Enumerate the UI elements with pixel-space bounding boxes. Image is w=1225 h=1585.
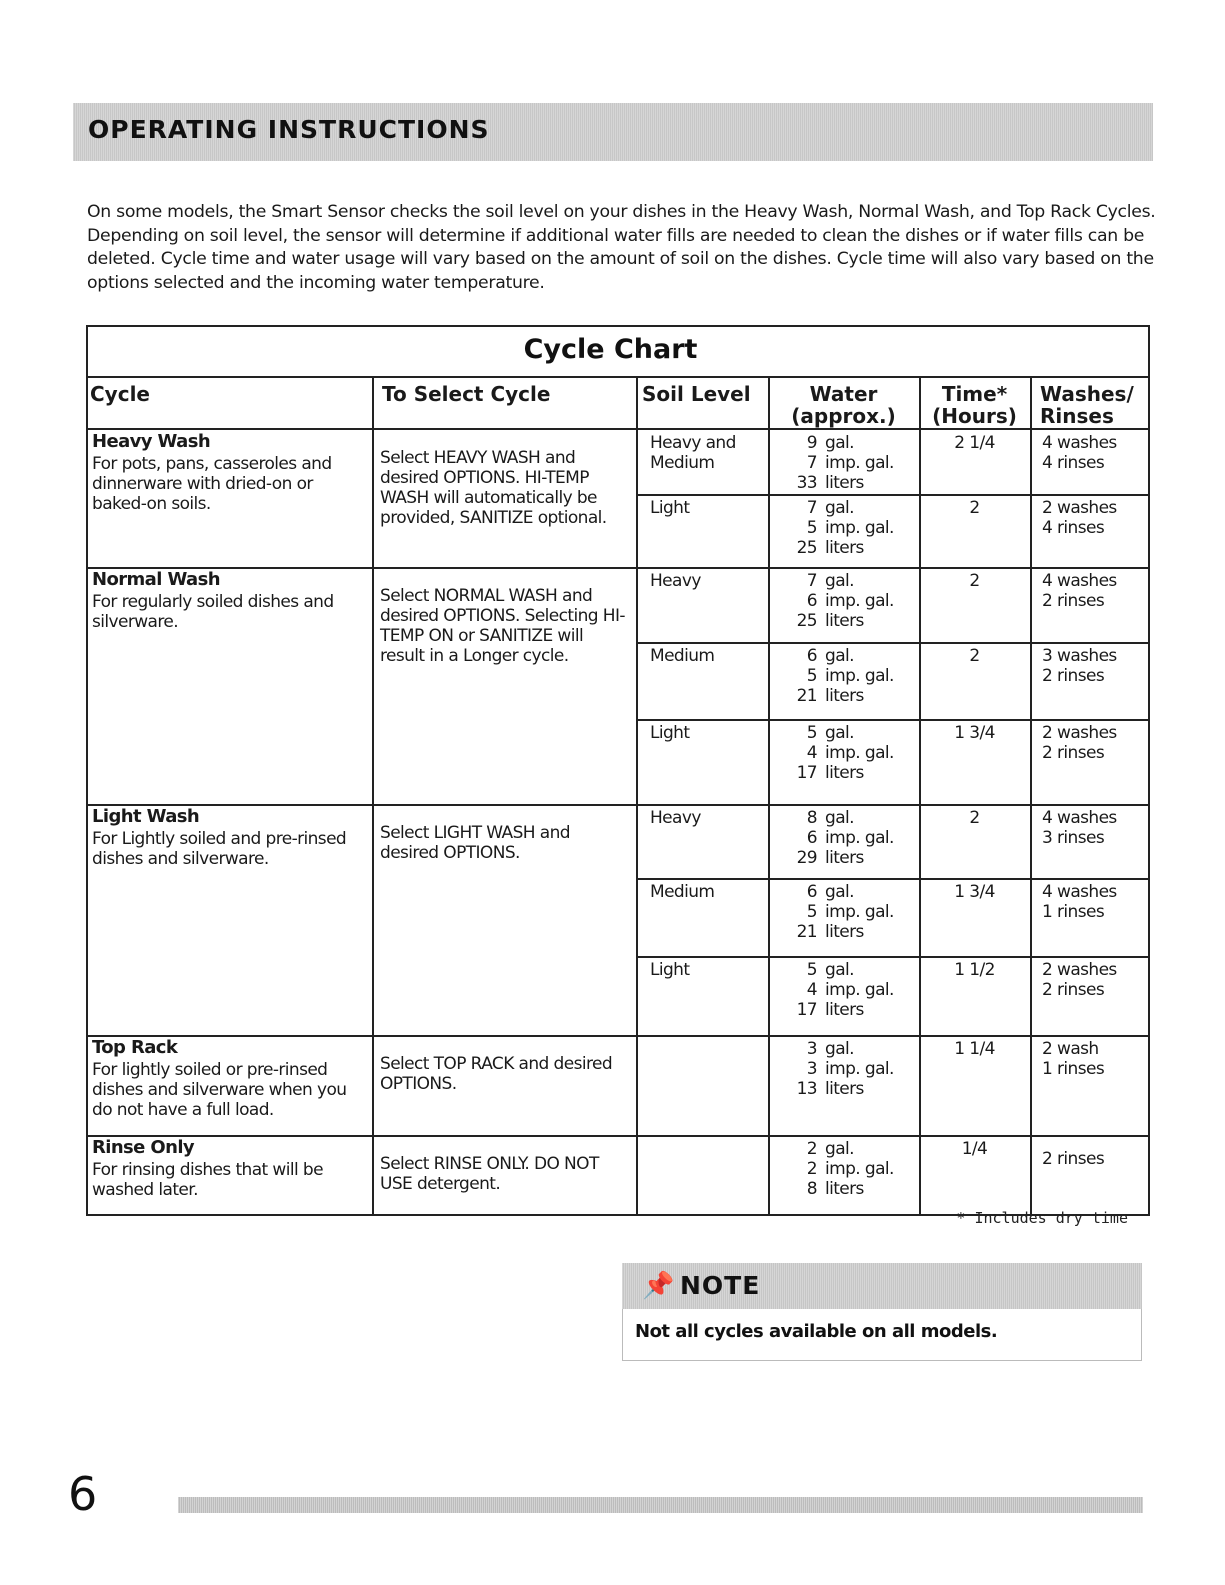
water-liters-unit: liters: [825, 1179, 864, 1199]
rinses-count: 1 rinses: [1042, 902, 1105, 922]
water-imp-unit: imp. gal.: [825, 980, 894, 1000]
water-liters-value: 13: [796, 1079, 817, 1099]
water-imp-value: 5: [806, 902, 817, 922]
water-imp-unit: imp. gal.: [825, 902, 894, 922]
washes-count: 2 washes: [1042, 723, 1117, 743]
water-liters-unit: liters: [825, 1000, 864, 1020]
water-imp-row: [772, 828, 922, 848]
note-body: [622, 1309, 1142, 1361]
note-title: NOTE: [680, 1271, 761, 1300]
water-liters-value: 21: [796, 686, 817, 706]
water-amounts: [772, 723, 922, 783]
water-imp-row: [772, 1059, 922, 1079]
water-liters-value: 25: [796, 538, 817, 558]
header-water-approx: (approx.): [791, 404, 896, 428]
washes-count: 4 washes: [1042, 433, 1117, 453]
time-hours: 1 1/4: [954, 1039, 995, 1059]
rinses-count: 3 rinses: [1042, 828, 1105, 848]
water-amounts: [772, 882, 922, 942]
water-imp-row: [772, 666, 922, 686]
soil-level: Heavy and Medium: [650, 433, 736, 473]
water-gal-row: [772, 433, 922, 453]
water-liters-row: [772, 763, 922, 783]
water-liters-unit: liters: [825, 538, 864, 558]
soil-row-divider: [636, 494, 1148, 496]
washes-count: 3 washes: [1042, 646, 1117, 666]
water-gal-value: 3: [806, 1039, 817, 1059]
water-liters-value: 17: [796, 1000, 817, 1020]
water-gal-value: 2: [806, 1139, 817, 1159]
water-gal-unit: gal.: [825, 433, 854, 453]
rinses-count: 4 rinses: [1042, 453, 1105, 473]
section-title: OPERATING INSTRUCTIONS: [88, 115, 490, 144]
note-text: Not all cycles available on all models.: [635, 1321, 998, 1342]
header-water: Water: [809, 382, 878, 406]
water-imp-unit: imp. gal.: [825, 828, 894, 848]
water-gal-unit: gal.: [825, 498, 854, 518]
water-liters-value: 21: [796, 922, 817, 942]
soil-level: Light: [650, 723, 690, 743]
water-gal-row: [772, 1139, 922, 1159]
section-banner: [73, 103, 1153, 161]
cycle-description: For Lightly soiled and pre-rinsed dishes and silverware.: [92, 829, 347, 869]
water-imp-unit: imp. gal.: [825, 518, 894, 538]
soil-row-divider: [636, 878, 1148, 880]
water-liters-unit: liters: [825, 473, 864, 493]
water-imp-value: 2: [806, 1159, 817, 1179]
water-gal-unit: gal.: [825, 882, 854, 902]
select-instructions: Select RINSE ONLY. DO NOT USE detergent.: [380, 1154, 599, 1194]
water-gal-value: 7: [806, 571, 817, 591]
water-imp-value: 6: [806, 591, 817, 611]
washes-count: 4 washes: [1042, 808, 1117, 828]
water-gal-value: 5: [806, 723, 817, 743]
chart-title: Cycle Chart: [523, 334, 698, 365]
water-gal-value: 6: [806, 646, 817, 666]
water-amounts: [772, 646, 922, 706]
washes-count: 2 washes: [1042, 960, 1117, 980]
water-gal-unit: gal.: [825, 571, 854, 591]
water-imp-value: 6: [806, 828, 817, 848]
cycle-name: Normal Wash: [92, 569, 220, 590]
select-instructions: Select NORMAL WASH and desired OPTIONS. Selecting HI-TEMP ON or SANITIZE will result in a Longer cycle.: [380, 586, 625, 666]
water-liters-row: [772, 1000, 922, 1020]
water-liters-value: 8: [806, 1179, 817, 1199]
water-imp-value: 5: [806, 518, 817, 538]
water-imp-row: [772, 518, 922, 538]
column-divider: [372, 378, 374, 1214]
time-hours: 1 1/2: [954, 960, 995, 980]
water-liters-row: [772, 686, 922, 706]
water-imp-row: [772, 743, 922, 763]
soil-row-divider: [636, 719, 1148, 721]
water-liters-row: [772, 1179, 922, 1199]
cycle-name: Light Wash: [92, 806, 200, 827]
water-gal-unit: gal.: [825, 960, 854, 980]
washes-count: 4 washes: [1042, 571, 1117, 591]
water-liters-unit: liters: [825, 1079, 864, 1099]
soil-row-divider: [636, 642, 1148, 644]
rinses-count: 4 rinses: [1042, 518, 1105, 538]
water-imp-row: [772, 1159, 922, 1179]
water-imp-row: [772, 591, 922, 611]
water-gal-row: [772, 1039, 922, 1059]
cycle-row-divider: [86, 1035, 1148, 1037]
cycle-row-divider: [86, 567, 1148, 569]
water-liters-row: [772, 922, 922, 942]
header-divider: [86, 428, 1148, 430]
water-liters-row: [772, 473, 922, 493]
water-amounts: [772, 1139, 922, 1199]
soil-level: Medium: [650, 882, 715, 902]
water-imp-value: 7: [806, 453, 817, 473]
water-gal-row: [772, 646, 922, 666]
water-gal-unit: gal.: [825, 1139, 854, 1159]
water-gal-row: [772, 498, 922, 518]
water-imp-value: 4: [806, 743, 817, 763]
soil-level: Heavy: [650, 808, 701, 828]
water-liters-row: [772, 848, 922, 868]
water-gal-unit: gal.: [825, 646, 854, 666]
water-liters-value: 17: [796, 763, 817, 783]
water-gal-row: [772, 723, 922, 743]
time-hours: 2: [969, 498, 980, 518]
rinses-count: 2 rinses: [1042, 591, 1105, 611]
water-amounts: [772, 433, 922, 493]
time-hours: 2 1/4: [954, 433, 995, 453]
time-hours: 1 3/4: [954, 723, 995, 743]
water-gal-row: [772, 960, 922, 980]
water-liters-unit: liters: [825, 763, 864, 783]
water-gal-value: 5: [806, 960, 817, 980]
water-imp-unit: imp. gal.: [825, 1059, 894, 1079]
cycle-name: Rinse Only: [92, 1137, 195, 1158]
select-instructions: Select HEAVY WASH and desired OPTIONS. HI-TEMP WASH will automatically be provided, SANITIZE optional.: [380, 448, 607, 528]
cycle-description: For pots, pans, casseroles and dinnerware with dried-on or baked-on soils.: [92, 454, 332, 514]
soil-row-divider: [636, 956, 1148, 958]
time-hours: 1 3/4: [954, 882, 995, 902]
washes-count: 2 washes: [1042, 498, 1117, 518]
water-gal-row: [772, 808, 922, 828]
rinses-count: 2 rinses: [1042, 743, 1105, 763]
water-imp-unit: imp. gal.: [825, 743, 894, 763]
footer-bar: [178, 1497, 1143, 1513]
water-gal-value: 6: [806, 882, 817, 902]
chart-title-divider: [86, 376, 1148, 378]
water-liters-row: [772, 538, 922, 558]
cycle-description: For lightly soiled or pre-rinsed dishes and silverware when you do not have a full load.: [92, 1060, 347, 1120]
water-imp-unit: imp. gal.: [825, 591, 894, 611]
rinses-count: 1 rinses: [1042, 1059, 1105, 1079]
water-liters-value: 33: [796, 473, 817, 493]
chart-footnote: * Includes dry time: [956, 1209, 1128, 1227]
rinses-count: 2 rinses: [1042, 980, 1105, 1000]
water-liters-unit: liters: [825, 611, 864, 631]
soil-level: Light: [650, 498, 690, 518]
header-to-select: To Select Cycle: [382, 382, 551, 406]
pushpin-icon: 📌: [642, 1271, 675, 1301]
water-imp-row: [772, 980, 922, 1000]
water-gal-value: 8: [806, 808, 817, 828]
intro-paragraph: On some models, the Smart Sensor checks the soil level on your dishes in the Heavy Wash, Normal Wash, and Top Rack Cycles. Depending on soil level, the sensor will determine if additional water fills are needed to clean the dishes or if water fills can be deleted. Cycle time and water usage will vary based on the amount of soil on the dishes. Cycle time will also vary based on the options selected and the incoming water temperature.: [87, 202, 1156, 293]
header-time: Time*: [941, 382, 1008, 406]
column-divider: [1030, 378, 1032, 1214]
time-hours: 2: [969, 646, 980, 666]
soil-level: Medium: [650, 646, 715, 666]
column-divider: [636, 378, 638, 1214]
water-gal-row: [772, 882, 922, 902]
column-divider: [768, 378, 770, 1214]
time-hours: 2: [969, 808, 980, 828]
note-banner: [622, 1263, 1142, 1309]
time-hours: 1/4: [961, 1139, 988, 1159]
water-amounts: [772, 960, 922, 1020]
water-imp-value: 4: [806, 980, 817, 1000]
water-imp-unit: imp. gal.: [825, 453, 894, 473]
water-amounts: [772, 571, 922, 631]
water-amounts: [772, 808, 922, 868]
water-liters-value: 29: [796, 848, 817, 868]
water-liters-unit: liters: [825, 848, 864, 868]
water-gal-unit: gal.: [825, 808, 854, 828]
water-imp-unit: imp. gal.: [825, 666, 894, 686]
water-gal-unit: gal.: [825, 1039, 854, 1059]
water-liters-value: 25: [796, 611, 817, 631]
water-imp-row: [772, 902, 922, 922]
water-gal-value: 7: [806, 498, 817, 518]
cycle-row-divider: [86, 804, 1148, 806]
water-imp-row: [772, 453, 922, 473]
select-instructions: Select LIGHT WASH and desired OPTIONS.: [380, 823, 570, 863]
washes-count: 4 washes: [1042, 882, 1117, 902]
water-gal-row: [772, 571, 922, 591]
water-amounts: [772, 498, 922, 558]
header-hours: (Hours): [932, 404, 1017, 428]
cycle-name: Top Rack: [92, 1037, 178, 1058]
water-imp-value: 5: [806, 666, 817, 686]
cycle-row-divider: [86, 1135, 1148, 1137]
soil-level: Heavy: [650, 571, 701, 591]
water-liters-unit: liters: [825, 686, 864, 706]
select-instructions: Select TOP RACK and desired OPTIONS.: [380, 1054, 613, 1094]
soil-level: Light: [650, 960, 690, 980]
header-cycle: Cycle: [90, 382, 150, 406]
header-washes: Washes/: [1040, 382, 1134, 406]
water-gal-value: 9: [806, 433, 817, 453]
water-liters-row: [772, 611, 922, 631]
water-amounts: [772, 1039, 922, 1099]
water-gal-unit: gal.: [825, 723, 854, 743]
header-soil-level: Soil Level: [642, 382, 751, 406]
water-imp-unit: imp. gal.: [825, 1159, 894, 1179]
cycle-description: For regularly soiled dishes and silverware.: [92, 592, 334, 632]
rinses-count: 2 rinses: [1042, 1149, 1105, 1169]
cycle-description: For rinsing dishes that will be washed later.: [92, 1160, 323, 1200]
page-number: 6: [68, 1467, 98, 1521]
washes-count: 2 wash: [1042, 1039, 1099, 1059]
water-liters-unit: liters: [825, 922, 864, 942]
time-hours: 2: [969, 571, 980, 591]
water-imp-value: 3: [806, 1059, 817, 1079]
header-rinses: Rinses: [1040, 404, 1114, 428]
cycle-name: Heavy Wash: [92, 431, 211, 452]
water-liters-row: [772, 1079, 922, 1099]
rinses-count: 2 rinses: [1042, 666, 1105, 686]
